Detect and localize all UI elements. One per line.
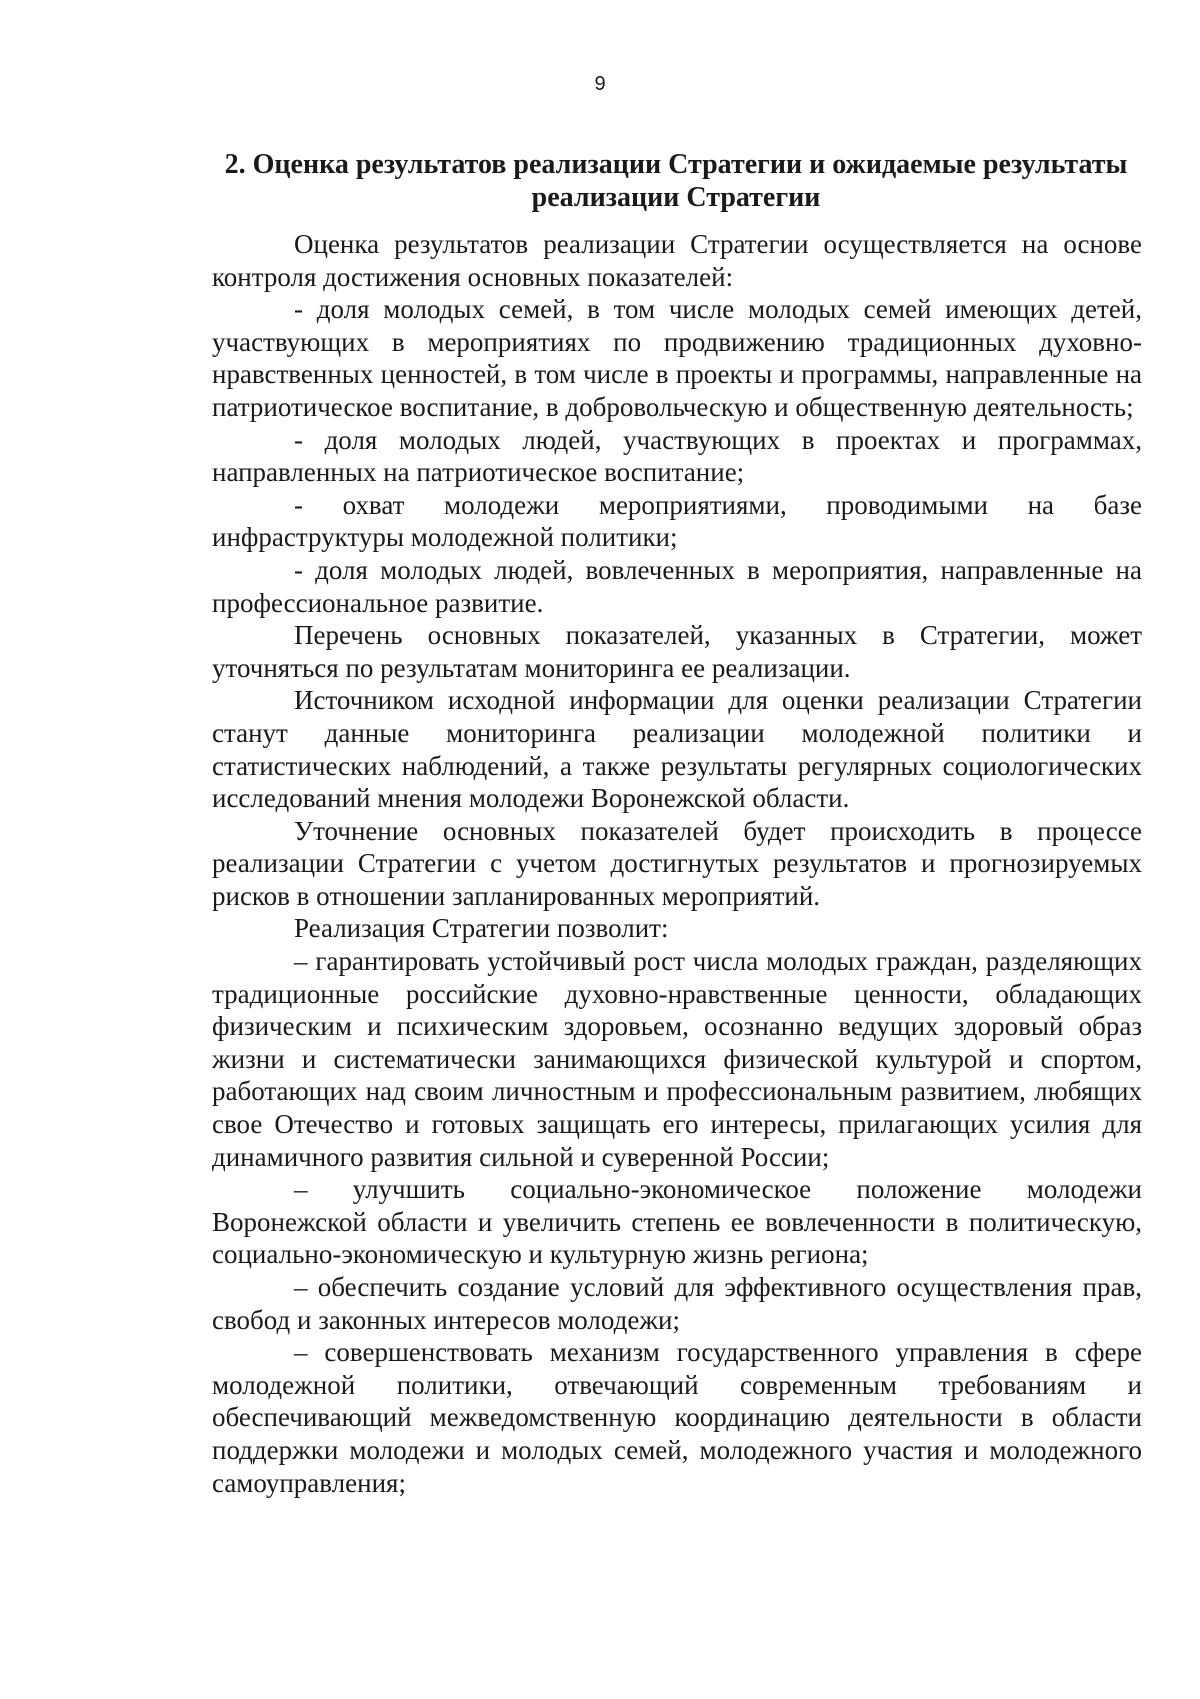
paragraph-clarification: Уточнение основных показателей будет происходить в процессе реализации Стратегии с учетом достигнутых результатов и прогнозируемых рисков в отношении запланированных мероприятий. bbox=[212, 815, 1142, 911]
paragraph-intro: Оценка результатов реализации Стратегии осуществляется на основе контроля достижения основных показателей: bbox=[212, 229, 1142, 292]
indicator-youth-coverage: - охват молодежи мероприятиями, проводимыми на базе инфраструктуры молодежной политики; bbox=[212, 489, 1142, 553]
document-body bbox=[212, 228, 1142, 1499]
paragraph-indicator-list: Перечень основных показателей, указанных в Стратегии, может уточняться по результатам мониторинга ее реализации. bbox=[212, 620, 1142, 683]
result-socioeconomic: – улучшить социально-экономическое положение молодежи Воронежской области и увеличить степень ее вовлеченности в политическую, социально-экономическую и культурную жизнь региона; bbox=[212, 1174, 1142, 1270]
paragraph-information-source: Источником исходной информации для оценки реализации Стратегии станут данные мониторинга реализации молодежной политики и статистических наблюдений, а также результаты регулярных социологических исследований мнения молодежи Воронежской области. bbox=[212, 685, 1142, 814]
section-heading: 2. Оценка результатов реализации Стратегии и ожидаемые результаты реализации Стратегии bbox=[224, 149, 1128, 213]
indicator-young-people-patriotic: - доля молодых людей, участвующих в проектах и программах, направленных на патриотическое воспитание; bbox=[212, 424, 1142, 488]
paragraph-strategy-allows: Реализация Стратегии позволит: bbox=[294, 913, 669, 944]
result-rights-conditions: – обеспечить создание условий для эффективного осуществления прав, свобод и законных интересов молодежи; bbox=[212, 1272, 1142, 1335]
page-number: 9 bbox=[594, 73, 606, 95]
indicator-young-families: - доля молодых семей, в том числе молодых семей имеющих детей, участвующих в мероприятиях по продвижению традиционных духовно-нравственных ценностей, в том числе в проекты и программы, направленные на патриотическое воспитание, в добровольческую и общественную деятельность; bbox=[212, 294, 1142, 422]
result-governance: – совершенствовать механизм государственного управления в сфере молодежной политики, отвечающий современным требованиям и обеспечивающий межведомственную координацию деятельности в области поддержки молодежи и молодых семей, молодежного участия и молодежного самоуправления; bbox=[212, 1337, 1142, 1498]
indicator-professional-development: - доля молодых людей, вовлеченных в мероприятия, направленные на профессиональное развитие. bbox=[212, 554, 1142, 618]
result-growth-of-youth: – гарантировать устойчивый рост числа молодых граждан, разделяющих традиционные российские духовно-нравственные ценности, обладающих физическим и психическим здоровьем, осознанно ведущих здоровый образ жизни и систематически занимающихся физической культурой и спортом, работающих над своим личностным и профессиональным развитием, любящих свое Отечество и готовых защищать его интересы, прилагающих усилия для динамичного развития сильной и суверенной России; bbox=[212, 946, 1142, 1172]
